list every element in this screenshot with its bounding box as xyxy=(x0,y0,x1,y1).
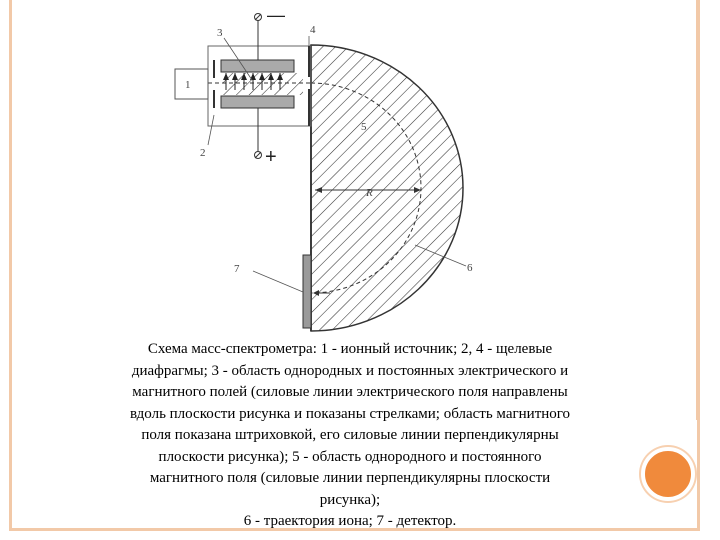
detector xyxy=(303,255,311,328)
caption-line: диафрагмы; 3 - область однородных и постоянных электрического и xyxy=(131,362,569,379)
figure-caption xyxy=(70,339,630,533)
caption-line: Схема масс-спектрометра: 1 - ионный источник; 2, 4 - щелевые xyxy=(147,341,553,357)
magnetic-region-5 xyxy=(311,45,463,331)
caption-line: поля показана штриховкой, его силовые линии перпендикулярны xyxy=(141,427,559,443)
label-4: 4 xyxy=(310,24,316,36)
caption-line: рисунка); xyxy=(319,491,381,508)
ion-source xyxy=(175,69,208,99)
caption-line: магнитного полей (силовые линии электрического поля направлены xyxy=(132,384,568,400)
minus-terminal-label: — xyxy=(267,5,285,25)
caption-line: 6 - траектория иона; 7 - детектор. xyxy=(243,513,457,529)
caption-line: магнитного поля (силовые линии перпендикулярны плоскости xyxy=(149,470,551,486)
label-6: 6 xyxy=(467,262,473,274)
label-5: 5 xyxy=(361,121,367,133)
label-3: 3 xyxy=(217,27,223,39)
velocity-filter-region-3 xyxy=(208,14,311,159)
label-7: 7 xyxy=(234,263,240,275)
label-radius: R xyxy=(366,187,373,199)
caption-line: вдоль плоскости рисунка и показаны стрелками; область магнитного xyxy=(129,405,571,422)
label-2: 2 xyxy=(200,147,206,159)
caption-line: плоскости рисунка); 5 - область однородного и постоянного xyxy=(158,448,542,465)
plus-terminal-label: + xyxy=(265,146,277,168)
label-1: 1 xyxy=(185,79,191,91)
